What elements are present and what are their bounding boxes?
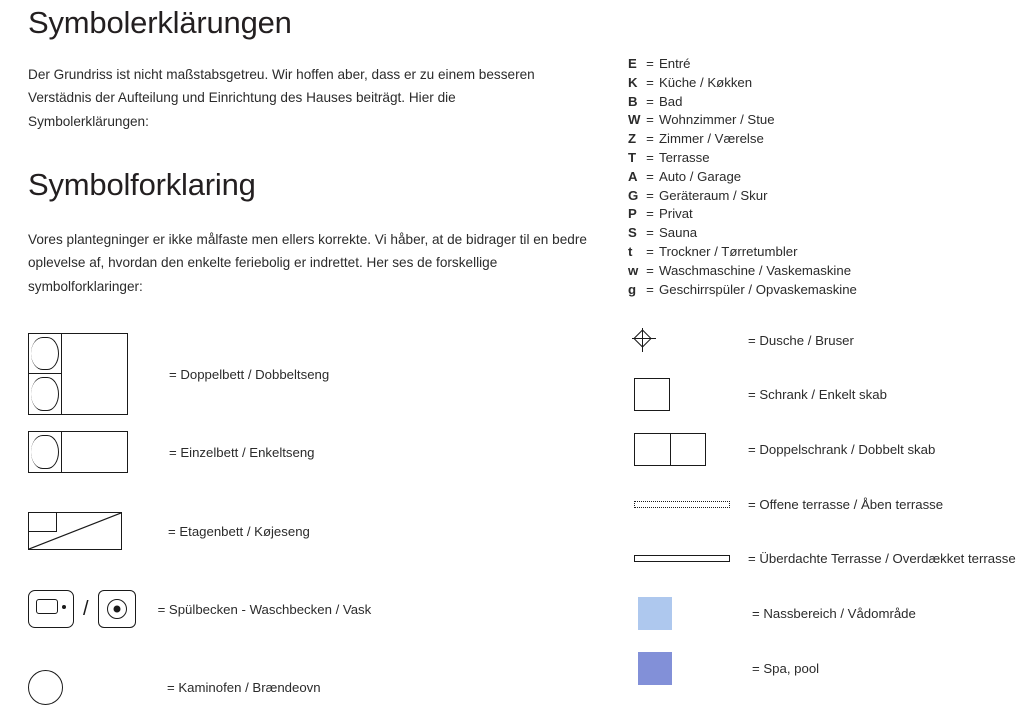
- legend-label-stove: = Kaminofen / Brændeovn: [167, 680, 321, 695]
- abbreviation-value: Küche / Køkken: [659, 74, 753, 90]
- abbreviation-value: Terrasse: [659, 149, 710, 165]
- abbreviation-key: W: [628, 112, 641, 128]
- separator-slash: /: [83, 598, 89, 620]
- abbreviation-value: Trockner / Tørretumbler: [659, 243, 798, 259]
- legend-row-wardrobe: [634, 378, 887, 411]
- legend-row-double-wardrobe: [634, 433, 935, 466]
- abbreviation-equals: =: [646, 262, 654, 278]
- abbreviation-equals: =: [646, 74, 654, 90]
- legend-label-covered-terrace: = Überdachte Terrasse / Overdækket terrasse: [748, 551, 1016, 566]
- legend-row-single-bed: [28, 431, 315, 473]
- legend-label-sink: = Spülbecken - Waschbecken / Vask: [157, 601, 372, 617]
- abbreviation-equals: =: [646, 112, 654, 128]
- legend-label-wardrobe: = Schrank / Enkelt skab: [748, 387, 887, 402]
- abbreviation-row: [628, 55, 857, 74]
- abbreviation-value: Sauna: [659, 225, 698, 241]
- abbreviation-value: Wohnzimmer / Stue: [659, 112, 775, 128]
- abbreviation-key: G: [628, 187, 639, 203]
- abbreviation-key: w: [628, 262, 639, 278]
- abbreviation-equals: =: [646, 225, 654, 241]
- abbreviation-row: [628, 74, 857, 93]
- abbreviation-key: A: [628, 168, 638, 184]
- legend-row-shower: [634, 330, 854, 350]
- abbreviation-row: [628, 281, 857, 300]
- abbreviation-value: Zimmer / Værelse: [659, 131, 764, 147]
- abbreviation-row: [628, 243, 857, 262]
- intro-paragraph-danish: Vores plantegninger er ikke målfaste men ellers korrekte. Vi håber, at de bidrager til en bedre oplevelse af, hvordan den enkelte feriebolig er indrettet. Her ses de forskellige symbolforklaringer:: [28, 232, 587, 294]
- legend-label-double-wardrobe: = Doppelschrank / Dobbelt skab: [748, 442, 936, 457]
- abbreviation-value: Auto / Garage: [659, 168, 742, 184]
- sink-icon: [28, 590, 74, 628]
- abbreviation-row: [628, 262, 857, 281]
- abbreviation-row: [628, 111, 857, 130]
- abbreviation-key: E: [628, 56, 637, 71]
- abbreviation-value: Privat: [659, 206, 693, 222]
- wardrobe-icon: [634, 378, 670, 411]
- legend-row-sink: [28, 590, 371, 628]
- shower-icon: [634, 330, 654, 350]
- abbreviation-value: Geräteraum / Skur: [659, 187, 768, 203]
- abbreviation-row: [628, 187, 857, 206]
- legend-label-shower: = Dusche / Bruser: [748, 332, 854, 348]
- abbreviation-row: [628, 224, 857, 243]
- abbreviation-row: [628, 130, 857, 149]
- single-bed-icon: [28, 431, 128, 473]
- abbreviation-value: Waschmaschine / Vaskemaskine: [659, 262, 852, 278]
- covered-terrace-icon: [634, 555, 730, 562]
- legend-row-covered-terrace: [634, 551, 1016, 566]
- abbreviation-equals: =: [646, 131, 654, 147]
- abbreviation-equals: =: [646, 168, 654, 184]
- abbreviation-equals: =: [646, 56, 654, 71]
- abbreviation-row: [628, 168, 857, 187]
- abbreviation-key: T: [628, 149, 637, 165]
- abbreviation-key: Z: [628, 131, 637, 147]
- open-terrace-icon: [634, 501, 730, 508]
- abbreviation-value: Geschirrspüler / Opvaskemaskine: [659, 281, 857, 297]
- page-title-german: Symbolerklärungen: [28, 5, 292, 40]
- page-title-danish: Symbolforklaring: [28, 167, 256, 202]
- abbreviation-row: [628, 149, 857, 168]
- legend-label-wet-area: = Nassbereich / Vådområde: [752, 606, 916, 621]
- legend-row-spa-pool: [638, 652, 819, 685]
- bunk-bed-icon: [28, 512, 122, 550]
- double-bed-icon: [28, 333, 128, 415]
- abbreviation-row: [628, 93, 857, 112]
- double-wardrobe-icon: [634, 433, 706, 466]
- abbreviation-equals: =: [646, 149, 654, 165]
- abbreviation-list: [628, 55, 857, 299]
- spa-pool-icon: [638, 652, 672, 685]
- abbreviation-key: t: [628, 243, 633, 259]
- abbreviation-key: P: [628, 206, 637, 222]
- legend-label-single-bed: = Einzelbett / Enkeltseng: [169, 444, 315, 460]
- abbreviation-key: K: [628, 74, 638, 90]
- washbasin-icon: [98, 590, 136, 628]
- intro-paragraph-german: Der Grundriss ist nicht maßstabsgetreu. Wir hoffen aber, dass er zu einem besseren Verstädnis der Aufteilung und Einrichtung des Hauses beiträgt. Hier die Symbolerklärungen:: [28, 67, 535, 129]
- fireplace-stove-icon: [28, 670, 63, 705]
- legend-row-open-terrace: [634, 497, 943, 512]
- legend-label-double-bed: = Doppelbett / Dobbeltseng: [169, 366, 330, 382]
- legend-label-open-terrace: = Offene terrasse / Åben terrasse: [748, 497, 944, 512]
- legend-label-spa-pool: = Spa, pool: [752, 661, 820, 676]
- wet-area-icon: [638, 597, 672, 630]
- abbreviation-key: B: [628, 93, 638, 109]
- abbreviation-equals: =: [646, 187, 654, 203]
- legend-label-bunk-bed: = Etagenbett / Køjeseng: [168, 523, 310, 539]
- abbreviation-row: [628, 205, 857, 224]
- legend-row-double-bed: [28, 333, 329, 415]
- abbreviation-equals: =: [646, 281, 654, 297]
- abbreviation-equals: =: [646, 206, 654, 222]
- abbreviation-equals: =: [646, 243, 654, 259]
- legend-row-stove: [28, 670, 321, 705]
- abbreviation-value: Entré: [659, 56, 691, 71]
- abbreviation-key: g: [628, 281, 637, 297]
- abbreviation-value: Bad: [659, 93, 683, 109]
- abbreviation-equals: =: [646, 93, 654, 109]
- legend-row-bunk-bed: [28, 512, 310, 550]
- abbreviation-key: S: [628, 225, 637, 241]
- legend-row-wet-area: [638, 597, 916, 630]
